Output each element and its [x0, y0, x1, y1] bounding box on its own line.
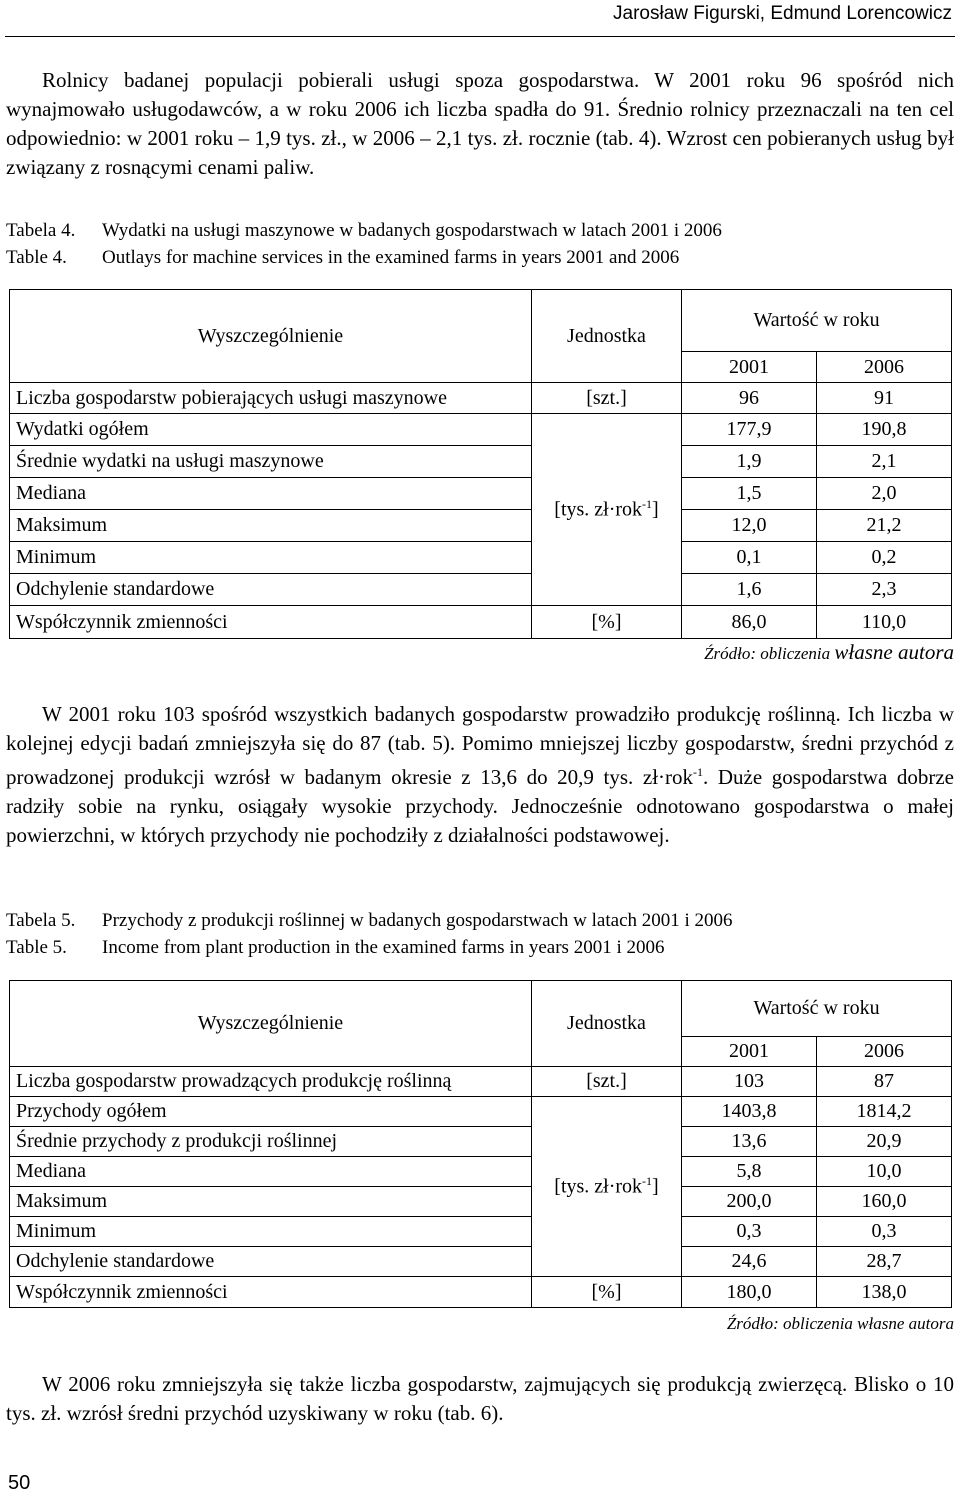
table-row-2001: 86,0 — [682, 606, 817, 639]
paragraph-animal-production: W 2006 roku zmniejszyła się także liczba gospodarstw, zajmujących się produkcją zwierzęcą. Blisko o 10 tys. zł. wzrósł średni przychód uzyskiwany w roku (tab. 6). — [6, 1372, 954, 1425]
page-number: 50 — [8, 1472, 31, 1494]
table4-caption-pl — [6, 218, 722, 244]
table-row-label: Maksimum — [10, 1187, 532, 1217]
table-row-unit: [szt.] — [532, 383, 682, 414]
table5 — [9, 980, 952, 1308]
table-row-2006: 87 — [817, 1067, 952, 1097]
table4-header-unit: Jednostka — [532, 290, 682, 383]
table4-source-a: Źródło: obliczenia — [704, 644, 831, 663]
table-row-2001: 1,9 — [682, 446, 817, 478]
table4-caption-pl-text: Wydatki na usługi maszynowe w badanych gospodarstwach w latach 2001 i 2006 — [102, 220, 722, 241]
table4-header-value: Wartość w roku — [682, 290, 952, 352]
table5-unit-tys: [tys. zł·rok$^{-1}$] — [532, 1097, 682, 1277]
table-row-2001: 5,8 — [682, 1157, 817, 1187]
table-row-2001: 12,0 — [682, 510, 817, 542]
table-row-2006: 0,2 — [817, 542, 952, 574]
table-row-label: Przychody ogółem — [10, 1097, 532, 1127]
table4-source — [704, 640, 954, 665]
table4-caption-pl-num: Tabela 4. — [6, 220, 76, 241]
table-row-2001: 24,6 — [682, 1247, 817, 1277]
header-rule — [5, 36, 955, 37]
table-row-label: Mediana — [10, 478, 532, 510]
table-row-2006: 190,8 — [817, 414, 952, 446]
table-row-label: Mediana — [10, 1157, 532, 1187]
table-row-unit: [%] — [532, 606, 682, 639]
running-header: Jarosław Figurski, Edmund Lorencowicz — [613, 3, 952, 24]
table4-source-b: własne autora — [834, 640, 954, 664]
table-row-2001: 0,1 — [682, 542, 817, 574]
table-row-label: Odchylenie standardowe — [10, 574, 532, 606]
table-row-2001: 1,6 — [682, 574, 817, 606]
table-row-2001: 1,5 — [682, 478, 817, 510]
table4-caption-en-text: Outlays for machine services in the examined farms in years 2001 and 2006 — [102, 247, 680, 268]
table-row-label: Współczynnik zmienności — [10, 1277, 532, 1308]
table-row-label: Współczynnik zmienności — [10, 606, 532, 639]
table-row-unit: [szt.] — [532, 1067, 682, 1097]
table4-header-2006: 2006 — [817, 352, 952, 383]
table5-header-2006: 2006 — [817, 1037, 952, 1067]
table-row-2006: 2,3 — [817, 574, 952, 606]
table4-caption-en-num: Table 4. — [6, 247, 67, 268]
table-row-2001: 96 — [682, 383, 817, 414]
table-row-label: Odchylenie standardowe — [10, 1247, 532, 1277]
table-row-label: Maksimum — [10, 510, 532, 542]
table-row-2001: 180,0 — [682, 1277, 817, 1308]
table-row-2006: 160,0 — [817, 1187, 952, 1217]
table5-caption-pl-num: Tabela 5. — [6, 910, 76, 931]
table-row-2006: 20,9 — [817, 1127, 952, 1157]
table5-caption-en-text: Income from plant production in the examined farms in years 2001 i 2006 — [102, 937, 665, 958]
table5-caption-en-num: Table 5. — [6, 937, 67, 958]
table-row-label: Liczba gospodarstw prowadzących produkcję roślinną — [10, 1067, 532, 1097]
table-row-2006: 1814,2 — [817, 1097, 952, 1127]
table-row-2006: 10,0 — [817, 1157, 952, 1187]
table4-unit-tys: [tys. zł·rok$^{-1}$] — [532, 414, 682, 606]
table-row-2001: 177,9 — [682, 414, 817, 446]
table-row-2006: 91 — [817, 383, 952, 414]
table5-header-unit: Jednostka — [532, 981, 682, 1067]
table-row-2001: 13,6 — [682, 1127, 817, 1157]
paragraph-services: Rolnicy badanej populacji pobierali usługi spoza gospodarstwa. W 2001 roku 96 spośród nich wynajmowało usługodawców, a w roku 2006 ich liczba spadła do 91. Średnio rolnicy przeznaczali na ten cel odpowiednio: w 2001 roku – 1,9 tys. zł., w 2006 – 2,1 tys. zł. rocznie (tab. 4). Wzrost cen pobieranych usług był związany z rosnącymi cenami paliw. — [6, 68, 954, 179]
table-row-2001: 0,3 — [682, 1217, 817, 1247]
table5-source: Źródło: obliczenia własne autora — [726, 1314, 954, 1333]
table4-header-2001: 2001 — [682, 352, 817, 383]
table5-header-2001: 2001 — [682, 1037, 817, 1067]
table-row-2006: 21,2 — [817, 510, 952, 542]
table5-caption-en — [6, 935, 664, 961]
table-row-label: Minimum — [10, 1217, 532, 1247]
table5-header-item: Wyszczególnienie — [10, 981, 532, 1067]
table-row-2001: 1403,8 — [682, 1097, 817, 1127]
table-row-2001: 103 — [682, 1067, 817, 1097]
table-row-2006: 0,3 — [817, 1217, 952, 1247]
table-row-2001: 200,0 — [682, 1187, 817, 1217]
table5-caption-pl — [6, 908, 733, 934]
table-row-label: Liczba gospodarstw pobierających usługi maszynowe — [10, 383, 532, 414]
table5-caption-pl-text: Przychody z produkcji roślinnej w badanych gospodarstwach w latach 2001 i 2006 — [102, 910, 733, 931]
table-row-label: Średnie przychody z produkcji roślinnej — [10, 1127, 532, 1157]
table-row-label: Średnie wydatki na usługi maszynowe — [10, 446, 532, 478]
paragraph-plant-production: W 2001 roku 103 spośród wszystkich badanych gospodarstw prowadziło produkcję roślinną. Ich liczba w kolejnej edycji badań zmniejszyła się do 87 (tab. 5). Pomimo mniejszej liczby gospodarstw, średni przychód z prowadzonej produkcji wzrósł w badanym okresie z 13,6 do 20,9 tys. zł·rok$^{-1}$. Duże gospodarstwa dobrze radziły sobie na rynku, osiągały wysokie przychody. Jednocześnie odnotowano gospodarstwa o małej powierzchni, w których przychody nie pochodziły z działalności podstawowej. — [6, 702, 955, 847]
table-row-label: Minimum — [10, 542, 532, 574]
table5-header-value: Wartość w roku — [682, 981, 952, 1037]
table-row-2006: 110,0 — [817, 606, 952, 639]
table4-header-item: Wyszczególnienie — [10, 290, 532, 383]
table-row-2006: 28,7 — [817, 1247, 952, 1277]
table-row-2006: 2,0 — [817, 478, 952, 510]
table4 — [9, 289, 952, 639]
table4-caption-en — [6, 245, 679, 271]
table-row-label: Wydatki ogółem — [10, 414, 532, 446]
table-row-2006: 138,0 — [817, 1277, 952, 1308]
table-row-unit: [%] — [532, 1277, 682, 1308]
table-row-2006: 2,1 — [817, 446, 952, 478]
